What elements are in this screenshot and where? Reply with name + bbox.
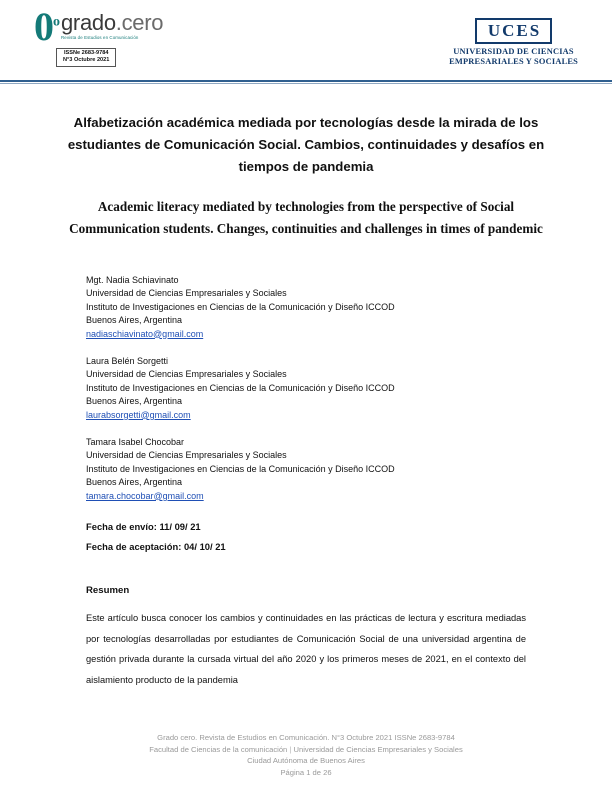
- footer-separator: |: [289, 744, 292, 754]
- page-header: [0, 0, 612, 78]
- journal-tagline: Revista de Estudios en Comunicación: [61, 35, 139, 40]
- university-name-line1: UNIVERSIDAD DE CIENCIAS: [453, 47, 574, 56]
- author-name: Mgt. Nadia Schiavinato: [86, 275, 179, 285]
- university-name: [449, 47, 578, 67]
- journal-title-main: grado: [61, 10, 116, 35]
- journal-zero-mark: [34, 4, 59, 49]
- author-email-link[interactable]: laurabsorgetti@gmail.com: [86, 409, 191, 420]
- author-location: Buenos Aires, Argentina: [86, 477, 183, 488]
- journal-zero-sup: o: [53, 14, 59, 30]
- footer-page-number: Página 1 de 26: [280, 767, 332, 777]
- journal-zero-glyph: 0: [34, 4, 53, 49]
- author-affiliation: Universidad de Ciencias Empresariales y Sociales: [86, 288, 287, 299]
- issn-line: ISSNe 2683-9784: [63, 50, 109, 56]
- journal-wordmark: [61, 12, 163, 40]
- abstract-heading: Resumen: [86, 585, 130, 597]
- page-footer: [0, 732, 612, 778]
- footer-faculty: Facultad de Ciencias de la comunicación: [149, 744, 288, 754]
- author-affiliation: Universidad de Ciencias Empresariales y Sociales: [86, 450, 287, 461]
- author-name: Laura Belén Sorgetti: [86, 356, 169, 367]
- author-location: Buenos Aires, Argentina: [86, 315, 183, 326]
- author-entry: [86, 436, 526, 503]
- date-submitted: Fecha de envío: 11/ 09/ 21: [86, 521, 201, 533]
- journal-branding: [34, 4, 164, 67]
- author-list: [86, 274, 526, 503]
- submission-dates: [86, 517, 526, 557]
- footer-city-line: Ciudad Autónoma de Buenos Aires: [247, 756, 365, 766]
- title-block: [66, 112, 546, 240]
- journal-title-suffix: .cero: [115, 10, 164, 35]
- abstract-text: Este artículo busca conocer los cambios y continuidades en las prácticas de lectura y escritura mediadas por tecnologías desarrolladas por estudiantes de Comunicación Social de una universidad argentina de gestión privada durante la cursada virtual del año 2020 y los primeros meses de 2021, en el contexto del aislamiento producto de la pandemia: [86, 613, 526, 685]
- author-entry: [86, 274, 526, 341]
- author-location: Buenos Aires, Argentina: [86, 396, 183, 407]
- author-affiliation: Universidad de Ciencias Empresariales y Sociales: [86, 369, 287, 380]
- issn-box: [56, 48, 116, 67]
- author-email-link[interactable]: tamara.chocobar@gmail.com: [86, 490, 204, 501]
- issue-line: N°3 Octubre 2021: [63, 57, 110, 63]
- header-divider-thin: [0, 83, 612, 84]
- page-title: Alfabetización académica mediada por tecnologías desde la mirada de los estudiantes de Comunicación Social. Cambios, continuidades y desafíos en tiempos de pandemia: [67, 115, 545, 174]
- footer-university: Universidad de Ciencias Empresariales y Sociales: [293, 744, 463, 754]
- journal-logo: [34, 4, 164, 49]
- university-branding: [449, 10, 578, 67]
- author-institute: Instituto de Investigaciones en Ciencias de la Comunicación y Diseño ICCOD: [86, 382, 395, 393]
- university-name-line2: EMPRESARIALES Y SOCIALES: [449, 57, 578, 66]
- author-institute: Instituto de Investigaciones en Ciencias de la Comunicación y Diseño ICCOD: [86, 463, 395, 474]
- author-entry: [86, 355, 526, 422]
- abstract-section: [86, 585, 526, 690]
- date-accepted: Fecha de aceptación: 04/ 10/ 21: [86, 541, 226, 553]
- footer-institution-line: [0, 744, 612, 755]
- page-title-english: Academic literacy mediated by technologies from the perspective of Social Communication students. Changes, continuities and challenges in times of pandemic: [69, 199, 543, 236]
- footer-journal-line: Grado cero. Revista de Estudios en Comunicación. N°3 Octubre 2021 ISSNe 2683-9784: [157, 733, 455, 743]
- author-email-link[interactable]: nadiaschiavinato@gmail.com: [86, 328, 204, 339]
- journal-title: [61, 12, 163, 34]
- author-institute: Instituto de Investigaciones en Ciencias de la Comunicación y Diseño ICCOD: [86, 301, 395, 312]
- author-name: Tamara Isabel Chocobar: [86, 437, 185, 448]
- uces-logo: UCES: [475, 18, 552, 44]
- header-divider: [0, 80, 612, 82]
